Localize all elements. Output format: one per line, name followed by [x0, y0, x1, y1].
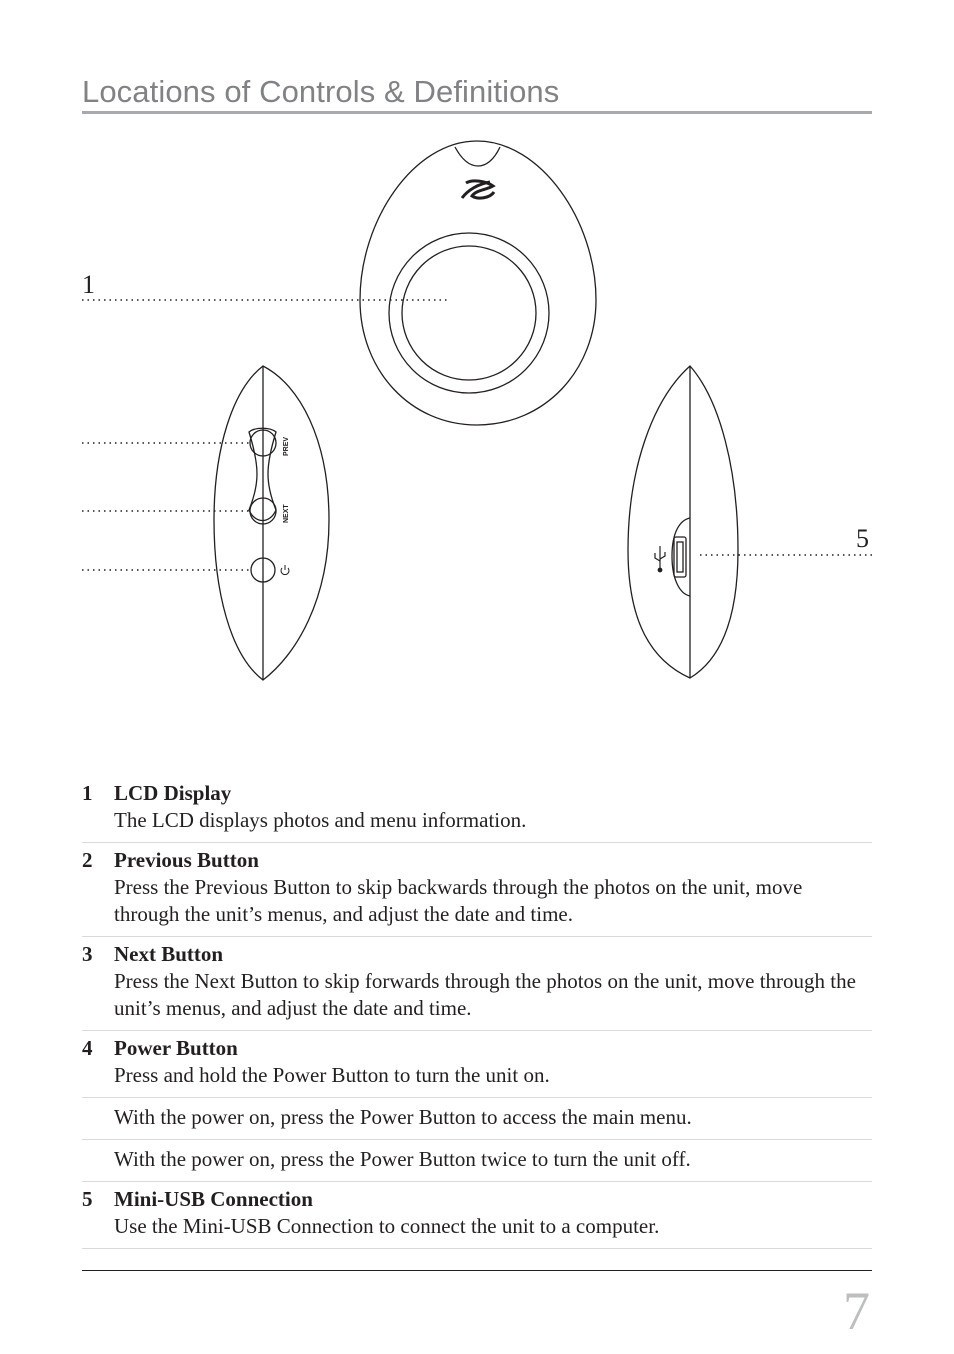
definition-row-power [82, 1031, 872, 1098]
logo-icon [462, 181, 494, 198]
definition-row-power-menu [82, 1098, 872, 1140]
callout-5-number: 5 [856, 524, 869, 553]
definition-text: Press and hold the Power Button to turn the unit on. [114, 1063, 550, 1087]
mini-usb-port [674, 537, 686, 577]
footer-rule [82, 1270, 872, 1271]
lcd-display [402, 246, 536, 380]
definition-text: With the power on, press the Power Button to access the main menu. [114, 1105, 692, 1129]
page-number: 7 [843, 1281, 870, 1341]
device-left-side [214, 366, 329, 680]
definition-text: Press the Previous Button to skip backwards through the photos on the unit, move through the unit’s menus, and adjust the date and time. [114, 875, 803, 926]
definition-text: The LCD displays photos and menu information. [114, 808, 527, 832]
definition-number: 3 [82, 942, 93, 966]
next-label: NEXT [283, 504, 290, 523]
definitions-list [82, 776, 872, 1249]
definition-number: 2 [82, 848, 93, 872]
usb-icon [655, 546, 665, 572]
definition-title: Power Button [114, 1036, 238, 1060]
definition-title: Previous Button [114, 848, 259, 872]
definition-row-usb [82, 1182, 872, 1249]
definition-text: With the power on, press the Power Button twice to turn the unit off. [114, 1147, 691, 1171]
prev-label: PREV [283, 436, 290, 456]
definition-row-lcd [82, 776, 872, 843]
definition-text: Use the Mini-USB Connection to connect the unit to a computer. [114, 1214, 660, 1238]
definition-title: Mini-USB Connection [114, 1187, 313, 1211]
definition-title: Next Button [114, 942, 224, 966]
definition-number: 5 [82, 1187, 93, 1211]
definition-row-previous [82, 843, 872, 937]
callout-1-number: 1 [82, 270, 95, 299]
definition-text: Press the Next Button to skip forwards through the photos on the unit, move through the unit’s menus, and adjust the date and time. [114, 969, 856, 1020]
definition-number: 1 [82, 781, 93, 805]
power-icon [281, 565, 289, 575]
definition-row-power-off [82, 1140, 872, 1182]
device-top-notch [455, 147, 500, 166]
definition-number: 4 [82, 1036, 93, 1060]
lcd-outer-ring [389, 233, 549, 393]
definition-number [82, 1146, 114, 1173]
page-title: Locations of Controls & Definitions [82, 74, 560, 109]
definition-number [82, 1104, 114, 1131]
definition-row-next [82, 937, 872, 1031]
definition-title: LCD Display [114, 781, 232, 805]
